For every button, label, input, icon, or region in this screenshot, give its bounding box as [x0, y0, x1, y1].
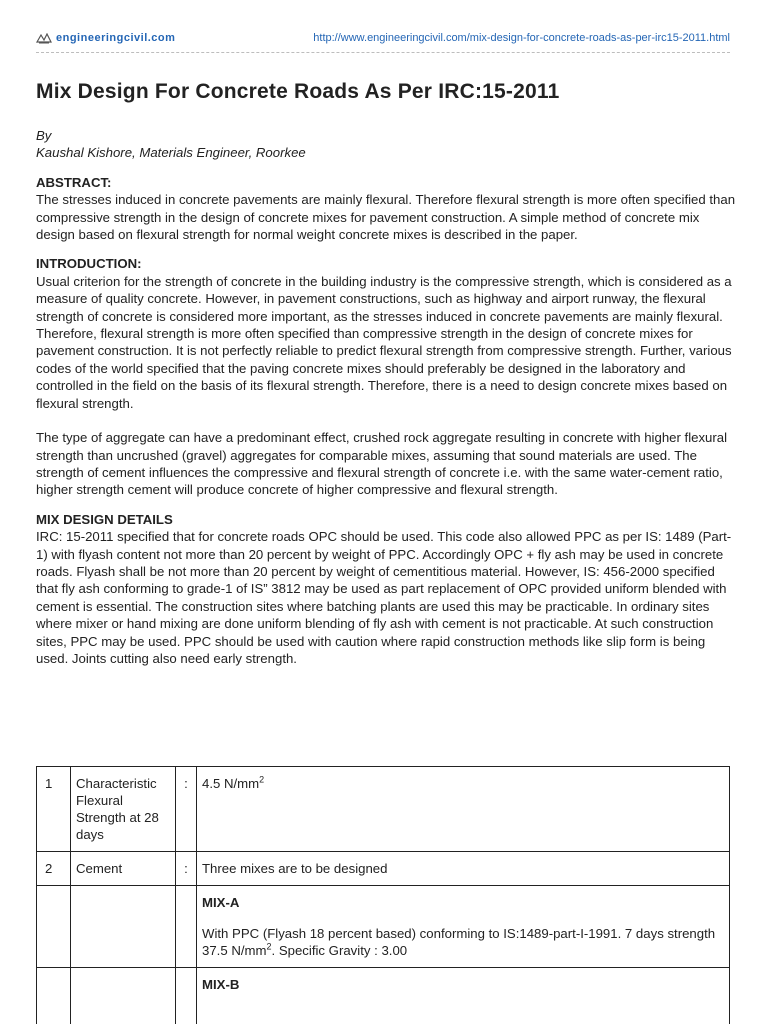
mix-b-cell: [197, 968, 730, 1024]
site-name[interactable]: engineeringcivil.com: [56, 32, 176, 44]
row-label: Cement: [71, 852, 176, 886]
empty-cell: [176, 886, 197, 968]
table-row: [37, 767, 730, 852]
empty-cell: [176, 968, 197, 1024]
site-logo[interactable]: [36, 32, 175, 44]
row-colon: :: [176, 852, 197, 886]
row-value: [197, 767, 730, 852]
row-colon: :: [176, 767, 197, 852]
mix-a-heading: MIX-A: [202, 895, 240, 910]
page-header: [36, 32, 730, 50]
mix-a-text-1: With PPC (Flyash 18 percent based) conforming to IS:1489-part-I-1991. 7 days strength 37.5 N/mm: [202, 926, 716, 958]
mix-design-heading: MIX DESIGN DETAILS: [36, 511, 173, 527]
introduction-paragraph-1: Usual criterion for the strength of concrete in the building industry is the compressive strength, which is considered as a measure of quality concrete. However, in pavement constructions, such as highway and airport runway, the flexural strength of concrete is considered more important, as the stresses induced in concrete pavements are mainly flexural. Therefore, flexural strength is more often specified than compressive strength in the design of concrete mixes for pavement construction. It is not perfectly reliable to predict flexural strength from compressive strength. Further, various codes of the world specified that the paving concrete mixes should preferably be designed in the laboratory and controlled in the field on the basis of its flexural strength. Therefore, there is a need to design concrete mixes based on flexural strength.: [36, 273, 732, 411]
page-url-link[interactable]: http://www.engineeringcivil.com/mix-design-for-concrete-roads-as-per-irc15-2011.html: [313, 32, 730, 44]
unit-superscript: 2: [266, 941, 272, 952]
logo-icon: [36, 33, 52, 44]
abstract-text: The stresses induced in concrete pavements are mainly flexural. Therefore flexural strength is more often specified than compressive strength in the design of concrete mixes for pavement construction. A simple method of concrete mix design based on flexural strength for normal weight concrete mixes is described in the paper.: [36, 192, 736, 243]
article-body: [36, 127, 736, 667]
mix-design-text: IRC: 15-2011 specified that for concrete roads OPC should be used. This code also allowed PPC as per IS: 1489 (Part-1) with flyash content not more than 20 percent by weight of PPC. Accordingly OPC + fly ash may be used in concrete roads. Flyash shall be not more than 20 percent by weight of cementitious material. However, IS: 456-2000 specified that fly ash conforming to grade-1 of IS” 3812 may be used as part replacement of OPC provided uniform blended with cement is essential. The construction sites where batching plants are used this may be practicable. In ordinary sites where mixer or hand mixing are done uniform blending of fly ash with cement is not practicable. At such construction sites, PPC may be used. PPC should be used with caution where rapid construction methods like slip form is being used. Joints cutting also need early strength.: [36, 529, 732, 666]
empty-cell: [71, 968, 176, 1024]
table-row: [37, 968, 730, 1024]
table-row: [37, 852, 730, 886]
row-value: Three mixes are to be designed: [197, 852, 730, 886]
row-number: 2: [37, 852, 71, 886]
mix-b-heading: MIX-B: [202, 977, 240, 992]
introduction-heading: INTRODUCTION:: [36, 256, 142, 272]
byline-author: Kaushal Kishore, Materials Engineer, Roorkee: [36, 145, 306, 161]
mix-a-cell: [197, 886, 730, 968]
row-number: 1: [37, 767, 71, 852]
unit-superscript: 2: [259, 774, 265, 785]
row-label: Characteristic Flexural Strength at 28 days: [71, 767, 176, 852]
mix-a-description: [202, 925, 724, 959]
byline-by: By: [36, 128, 52, 143]
empty-cell: [37, 968, 71, 1024]
introduction-paragraph-2: The type of aggregate can have a predominant effect, crushed rock aggregate resulting in concrete with higher flexural strength than uncrushed (gravel) aggregates for comparable mixes, assuming that sound materials are used. The strength of cement influences the compressive and flexural strength of concrete i.e. with the same water-cement ratio, higher strength cement will produce concrete of higher compressive and flexural strength.: [36, 430, 728, 498]
mix-details-table: [36, 766, 730, 1024]
table-row: [37, 886, 730, 968]
empty-cell: [37, 886, 71, 968]
abstract-heading: ABSTRACT:: [36, 174, 112, 190]
flexural-strength-value: 4.5 N/mm: [202, 776, 260, 791]
page-title: Mix Design For Concrete Roads As Per IRC:15-2011: [36, 80, 560, 103]
empty-cell: [71, 886, 176, 968]
mix-a-text-2: . Specific Gravity : 3.00: [271, 943, 408, 958]
header-divider: [36, 52, 730, 53]
